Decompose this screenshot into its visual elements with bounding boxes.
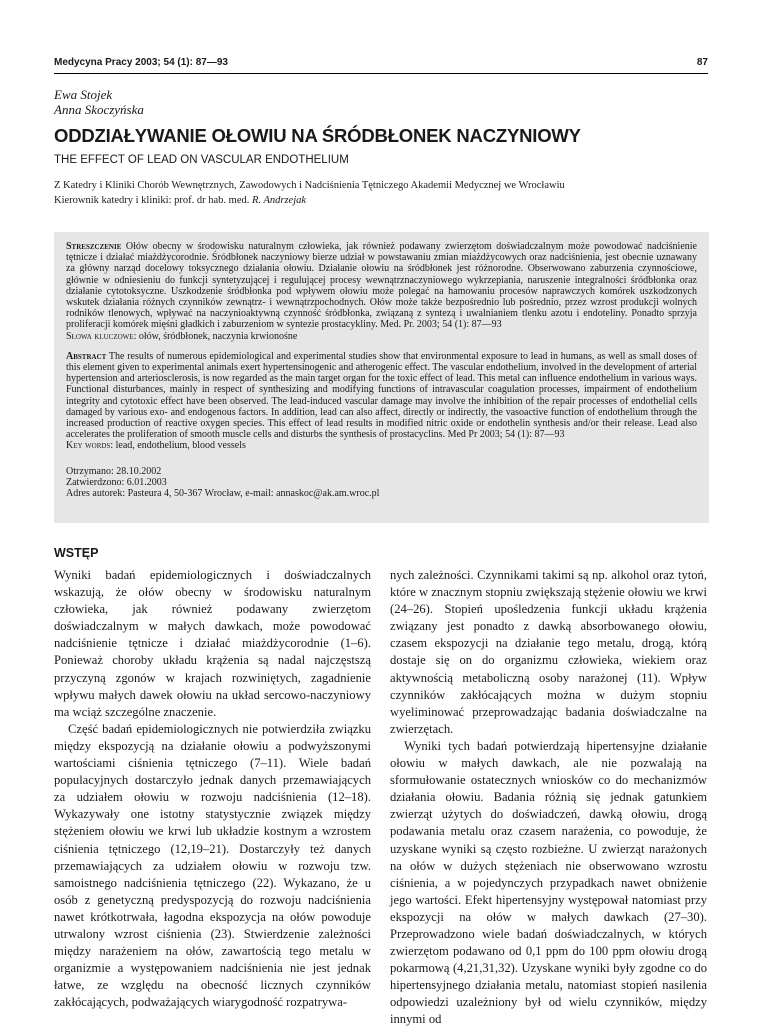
header-rule — [54, 73, 708, 74]
abstract-english — [66, 351, 697, 441]
abstract-pl-text: Ołów obecny w środowisku naturalnym człowieka, jak również podawany zwierzętom doświadczalnym może powodować nadciśnienie tętnicze i działać miażdżycorodnie. Śródbłonek naczyniowy bierze udział w powstawaniu zmian miażdżycowych oraz nadciśnienia, jest obecnie uznawany za główny narząd docelowy toksycznego działania ołowiu. Działanie ołowiu na śródbłonek jest różnorodne. Obserwowano zaburzenia czynnościowe, głównie w odniesieniu do funkcji syntetyzującej i regulującej procesy wewnątrznaczyniowego wykrzepiania, naruszenie integralności śródbłonka oraz działanie cytotoksyczne. Uszkodzenie śródbłonka pod wpływem ołowiu może polegać na hamowaniu procesów naprawczych komórek uszkodzonych wskutek działania różnych czynników zewnątrz- i wewnątrzpochodnych. Ołów może także bezpośrednio lub pośrednio, przez wzrost produkcji wolnych rodników tlenowych, wpływać na naczynioaktywną czynność śródbłonka, związaną z syntezą i uwalnianiem tlenku azotu i endoteliny. Ponadto sprzyja proliferacji komórek mięśni gładkich i zaburzeniom w syntezie prostacykliny. Med. Pr. 2003; 54 (1): 87—93 — [66, 241, 697, 331]
section-heading: WSTĘP — [54, 546, 99, 560]
abstract-polish — [66, 241, 697, 331]
article-subtitle: THE EFFECT OF LEAD ON VASCULAR ENDOTHELIUM — [54, 154, 349, 166]
affiliation-institution: Z Katedry i Kliniki Chorób Wewnętrznych, Zawodowych i Nadciśnienia Tętniczego Akademii Medycznej we Wrocławiu — [54, 180, 565, 191]
abstract-en-label: Abstract — [66, 350, 107, 362]
abstract-en-text: The results of numerous epidemiological and experimental studies show that environmental exposure to lead in humans, as well as small doses of this element given to experimental animals exert hypertensinogenic and atherogenic effect. The vascular endothelium, involved in the development of arterial hypertension and arteriosclerosis, is now regarded as the main target organ for the toxic effect of lead. This metal can influence endothelium in various ways. Functional disturbances, mainly in respect of synthesizing and modifying functions of intravascular coagulation processes, impairment of endothelium integrity and cytotoxic effect have been observed. The lead-induced vascular damage may involve the inhibition of the repair processes of endothelial cells damaged by various exo- and endogenous factors. In addition, lead can also affect, directly or indirectly, the vasoactive function of endothelium through the increased production of reactive oxygen species. This effect of lead results in modified nitric oxide or endothelin synthesis and/or their release. Lead also accelerates the proliferation of smooth muscle cells and disturbs the synthesis of prostacyclins. Med Pr 2003; 54 (1): 87—93 — [66, 350, 697, 441]
body-paragraph: Część badań epidemiologicznych nie potwierdziła związku między ekspozycją na działanie ołowiu a podwyższonymi wartościami ciśnienia tętniczego (7–11). Wiele badań populacyjnych dostarczyło jednak danych przemawiających za udziałem ołowiu w rozwoju nadciśnienia (12–18). Wykazywały one istotny statystycznie związek między stężeniem ołowiu we krwi lub układzie kostnym a wzrostem ciśnienia tętniczego (12,19–21). Dostarczyły też danych przemawiających za udziałem ołowiu w rozwoju tzw. samoistnego nadciśnienia tętniczego (22). Wykazano, że u osób z genetyczną predyspozycją do rozwoju nadciśnienia nawet krótkotrwała, łagodna ekspozycja na ołów powoduje utrwalony wzrost ciśnienia (23). Stwierdzenie zależności między narażeniem na ołów, zawartością tego metalu w organizmie a występowaniem nadciśnienia nie jest jednak łatwe, ze względu na obecność licznych czynników zakłócających, podważających wiarygodność rozpatrywa- — [54, 721, 371, 1010]
author-list — [54, 87, 144, 117]
affiliation-head-prefix: Kierownik katedry i kliniki: prof. dr hab. med. — [54, 195, 252, 206]
keywords-polish — [66, 331, 697, 342]
approved-date: Zatwierdzono: 6.01.2003 — [66, 477, 167, 489]
correspondence-address: Adres autorek: Pasteura 4, 50-367 Wrocław, e-mail: annaskoc@ak.am.wroc.pl — [66, 488, 380, 500]
keywords-en-label: Key words — [66, 440, 111, 452]
keywords-en-text: : lead, endothelium, blood vessels — [110, 440, 246, 452]
body-paragraph: Wyniki badań epidemiologicznych i doświadczalnych wskazują, że ołów obecny w środowisku naturalnym człowieka, jak również podawany zwierzętom doświadczalnym w małych dawkach, może powodować nadciśnienie tętnicze i działać miażdżycorodnie (1–6). Ponieważ choroby układu krążenia są nadal najczęstszą przyczyną zgonów w krajach rozwiniętych, zagadnienie wpływu małych dawek ołowiu na układ sercowo-naczyniowy ma wciąż szczególne znaczenie. — [54, 568, 371, 719]
article-title: ODDZIAŁYWANIE OŁOWIU NA ŚRÓDBŁONEK NACZYNIOWY — [54, 125, 581, 146]
affiliation-head-name: R. Andrzejak — [252, 195, 307, 206]
body-paragraph: nych zależności. Czynnikami takimi są np. alkohol oraz tytoń, które w znacznym stopniu zwiększają stężenie ołowiu we krwi (24–26). Stopień upośledzenia funkcji układu krążenia związany jest ponadto z dawką absorbowanego ołowiu, czasem ekspozycji na działanie tego metalu, drogą, którą dostaje się on do organizmu człowieka, wiekiem oraz aktywnością metaboliczną osoby narażonej (11). Wpływ czynników zakłócających można w dużym stopniu wyeliminować przeprowadzając badania doświadczalne na zwierzętach. — [390, 568, 707, 736]
body-column-right — [390, 567, 707, 1029]
article-dates — [66, 466, 697, 500]
author-name: Ewa Stojek — [54, 87, 113, 102]
affiliation — [54, 178, 714, 208]
body-paragraph: Wyniki tych badań potwierdzają hipertensyjne działanie ołowiu w małych dawkach, ale nie pozwalają na sformułowanie ostatecznych wniosków co do mechanizmów działania ołowiu. Badania różnią się jednak gatunkiem zwierząt użytych do doświadczeń, dawką ołowiu, drogą podawania metalu oraz czasem narażenia, co powoduje, że uzyskane wyniki są często rozbieżne. U zwierząt narażonych na ołów w dużych stężeniach nie obserwowano wzrostu ciśnienia, a w pojedynczych przypadkach nawet obniżenie jego wartości. Efekt hipertensyjny występował natomiast przy ekspozycji na ołów w małych dawkach (27–30). Przeprowadzono wiele badań doświadczalnych, w których zwierzętom podawano od 0,1 ppm do 100 ppm ołowiu drogą pokarmową (4,21,31,32). Uzyskane wyniki były zgodne co do hipertensyjnego działania metalu, natomiast stopień nasilenia odpowiedzi uzależniony był od wielu czynników, między innymi od — [390, 738, 707, 1027]
abstract-pl-label: Streszczenie — [66, 241, 122, 252]
abstract-box — [54, 232, 709, 523]
body-column-left — [54, 567, 371, 1011]
keywords-pl-label: Słowa kluczowe — [66, 330, 134, 342]
running-header — [54, 57, 708, 68]
journal-citation: Medycyna Pracy 2003; 54 (1): 87—93 — [54, 57, 228, 68]
author-name: Anna Skoczyńska — [54, 102, 144, 117]
keywords-english — [66, 440, 697, 451]
affiliation-head — [54, 193, 714, 208]
received-date: Otrzymano: 28.10.2002 — [66, 465, 162, 477]
keywords-pl-text: : ołów, śródbłonek, naczynia krwionośne — [133, 330, 298, 342]
page-number: 87 — [696, 57, 708, 68]
